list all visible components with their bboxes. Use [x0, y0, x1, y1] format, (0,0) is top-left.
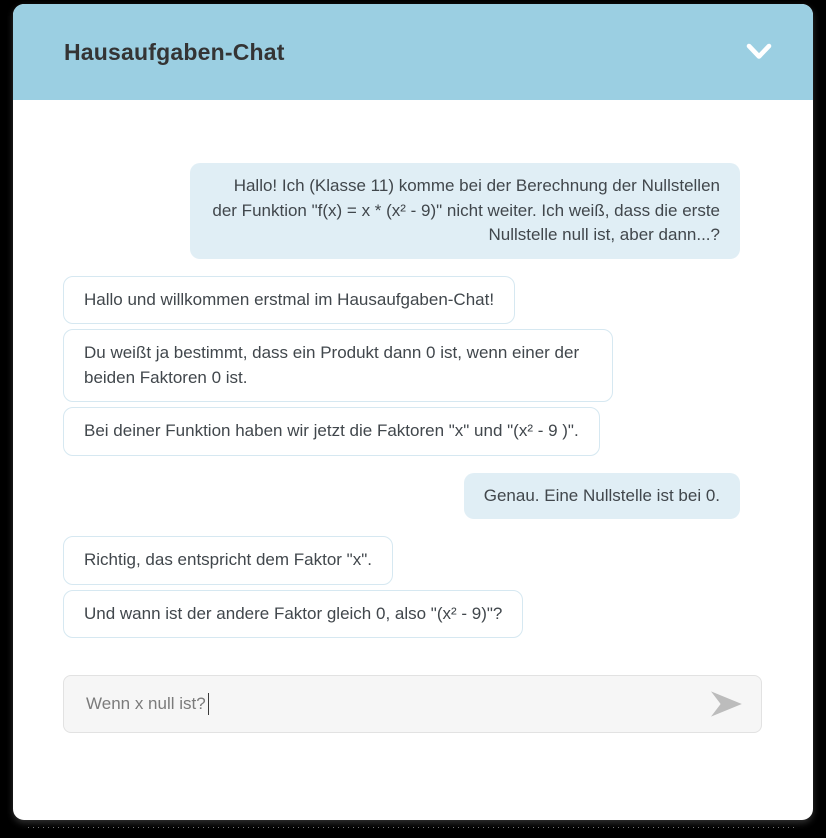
message-list [13, 100, 813, 638]
message-composer [63, 675, 762, 733]
chat-message-bot: Und wann ist der andere Faktor gleich 0, also "(x² - 9)"? [63, 590, 523, 639]
collapse-chat-button[interactable] [741, 39, 777, 65]
message-input-value: Wenn x null ist? [86, 694, 206, 713]
chat-message-bot: Richtig, das entspricht dem Faktor "x". [63, 536, 393, 585]
chat-message-user: Hallo! Ich (Klasse 11) komme bei der Berechnung der Nullstellen der Funktion "f(x) = x * (x² - 9)" nicht weiter. Ich weiß, dass die erste Nullstelle null ist, aber dann...? [190, 163, 740, 259]
chat-title: Hausaufgaben-Chat [64, 38, 285, 65]
dotted-divider [28, 827, 798, 828]
send-icon [707, 689, 745, 719]
chat-message-user: Genau. Eine Nullstelle ist bei 0. [464, 473, 740, 520]
homework-chat-widget [13, 4, 813, 820]
send-button[interactable] [705, 687, 747, 721]
chat-message-bot: Du weißt ja bestimmt, dass ein Produkt dann 0 ist, wenn einer der beiden Faktoren 0 ist. [63, 329, 613, 402]
chat-message-bot: Bei deiner Funktion haben wir jetzt die Faktoren "x" und "(x² - 9 )". [63, 407, 600, 456]
message-input[interactable] [86, 693, 705, 715]
text-caret [208, 693, 210, 715]
chevron-down-icon [745, 43, 773, 61]
chat-header [13, 4, 813, 100]
chat-message-bot: Hallo und willkommen erstmal im Hausaufgaben-Chat! [63, 276, 515, 325]
